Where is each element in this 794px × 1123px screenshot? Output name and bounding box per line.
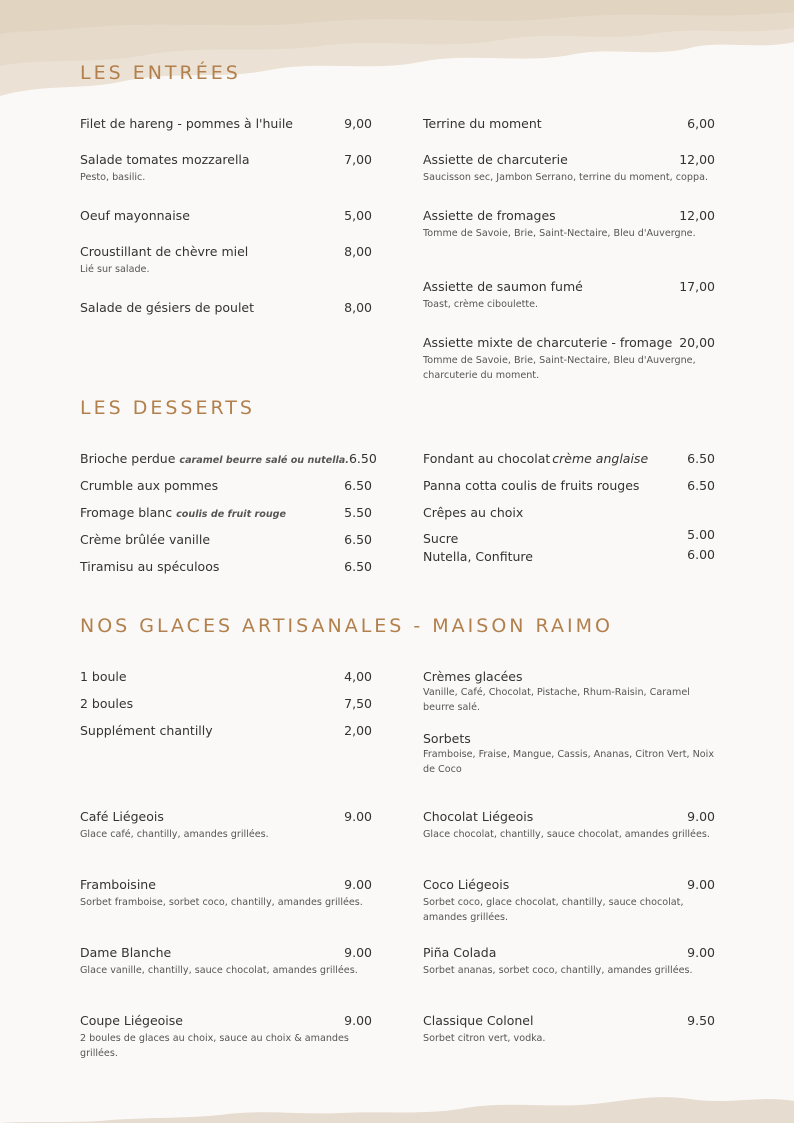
item-name: Terrine du moment (423, 116, 542, 131)
item-name: Crêpes au choix (423, 505, 524, 520)
item-price: 9,00 (344, 116, 372, 131)
item-name: Chocolat Liégeois (423, 809, 534, 824)
item-price: 6,00 (687, 116, 715, 131)
menu-item (423, 877, 715, 925)
item-description: 2 boules de glaces au choix, sauce au choix & amandes grillées. (80, 1033, 349, 1059)
item-name: Filet de hareng - pommes à l'huile (80, 116, 293, 131)
item-price: 9.00 (344, 809, 372, 824)
item-price: 6.50 (344, 559, 372, 574)
menu-item (423, 335, 715, 383)
menu-item (423, 1013, 715, 1046)
item-price: 5.00 (687, 527, 715, 542)
item-price: 9.00 (344, 877, 372, 892)
menu-item (80, 809, 372, 842)
menu-item (80, 696, 372, 711)
menu-item (80, 116, 372, 131)
item-name: Piña Colada (423, 945, 497, 960)
item-description: Vanille, Café, Chocolat, Pistache, Rhum-Raisin, Caramel beurre salé. (423, 687, 690, 713)
item-price: 9.00 (687, 877, 715, 892)
item-name: Crème brûlée vanille (80, 532, 211, 547)
item-name: 2 boules (80, 696, 134, 711)
flavour-list (423, 731, 715, 777)
item-description: Glace chocolat, chantilly, sauce chocolat, amandes grillées. (423, 829, 710, 840)
item-note: coulis de fruit rouge (176, 509, 287, 520)
menu-item (423, 809, 715, 842)
menu-item (423, 279, 715, 312)
crepe-option (423, 547, 715, 564)
item-price: 8,00 (344, 244, 372, 259)
item-price: 6.50 (687, 451, 715, 466)
menu-item (80, 300, 372, 315)
item-description: Lié sur salade. (80, 264, 150, 275)
item-name: Assiette de fromages (423, 208, 556, 223)
menu-item (80, 532, 372, 547)
menu-item (80, 559, 372, 574)
item-description: Framboise, Fraise, Mangue, Cassis, Ananas, Citron Vert, Noix de Coco (423, 749, 715, 775)
menu-item (423, 478, 715, 493)
item-description: Sorbet coco, glace chocolat, chantilly, sauce chocolat, amandes grillées. (423, 897, 684, 923)
menu-item (423, 505, 715, 520)
item-name: Crèmes glacées (423, 669, 523, 684)
item-name: Supplément chantilly (80, 723, 213, 738)
menu-item (423, 208, 715, 241)
item-price: 5.50 (344, 505, 372, 520)
section-title-entrees: LES ENTRÉES (80, 62, 241, 84)
menu-item (80, 723, 372, 738)
item-note: caramel beurre salé ou nutella. (179, 455, 349, 466)
item-name: Dame Blanche (80, 945, 172, 960)
item-description: Tomme de Savoie, Brie, Saint-Nectaire, Bleu d'Auvergne. (423, 228, 696, 239)
item-price: 8,00 (344, 300, 372, 315)
item-name: Sucre (423, 531, 459, 546)
item-price: 20,00 (679, 335, 715, 350)
menu-item (423, 116, 715, 131)
flavour-list (423, 669, 715, 715)
item-name: Café Liégeois (80, 809, 164, 824)
item-price: 9.50 (687, 1013, 715, 1028)
item-name: Assiette mixte de charcuterie - fromage (423, 335, 673, 350)
item-price: 9.00 (687, 809, 715, 824)
menu-item (80, 478, 372, 493)
menu-item (80, 451, 377, 466)
item-description: Glace vanille, chantilly, sauce chocolat, amandes grillées. (80, 965, 358, 976)
item-price: 7,00 (344, 152, 372, 167)
menu-item (423, 152, 715, 185)
paper-texture-footer (0, 1083, 794, 1123)
menu-item (80, 505, 372, 520)
item-name: Brioche perdue caramel beurre salé ou nutella. (80, 451, 349, 466)
item-description: Sorbet ananas, sorbet coco, chantilly, amandes grillées. (423, 965, 693, 976)
item-name: Crumble aux pommes (80, 478, 219, 493)
menu-item (80, 244, 372, 277)
menu-item (80, 669, 372, 684)
section-title-glaces: NOS GLACES ARTISANALES - MAISON RAIMO (80, 615, 613, 637)
item-price: 7,50 (344, 696, 372, 711)
item-price: 6.50 (344, 478, 372, 493)
item-name: Salade tomates mozzarella (80, 152, 250, 167)
menu-item (80, 945, 372, 978)
item-name: Assiette de charcuterie (423, 152, 568, 167)
item-price: 6.50 (687, 478, 715, 493)
menu-item (423, 451, 715, 466)
item-name: Fromage blanc coulis de fruit rouge (80, 505, 287, 520)
item-description: Saucisson sec, Jambon Serrano, terrine du moment, coppa. (423, 172, 709, 183)
item-price: 12,00 (679, 208, 715, 223)
item-name: Tiramisu au spéculoos (80, 559, 220, 574)
item-description: Pesto, basilic. (80, 172, 146, 183)
item-name: Sorbets (423, 731, 471, 746)
menu-item (80, 208, 372, 223)
item-name: Coco Liégeois (423, 877, 510, 892)
item-name: Assiette de saumon fumé (423, 279, 583, 294)
item-description: Tomme de Savoie, Brie, Saint-Nectaire, Bleu d'Auvergne, charcuterie du moment. (423, 355, 696, 381)
item-name: Croustillant de chèvre miel (80, 244, 249, 259)
item-price: 4,00 (344, 669, 372, 684)
item-price: 12,00 (679, 152, 715, 167)
item-price: 6.00 (687, 547, 715, 562)
item-price: 17,00 (679, 279, 715, 294)
item-price: 9.00 (687, 945, 715, 960)
item-price: 2,00 (344, 723, 372, 738)
item-description: Glace café, chantilly, amandes grillées. (80, 829, 269, 840)
menu-item (423, 945, 715, 978)
item-description: Sorbet citron vert, vodka. (423, 1033, 546, 1044)
item-name: Framboisine (80, 877, 156, 892)
menu-item (80, 1013, 372, 1061)
menu-item (80, 152, 372, 185)
item-name: Coupe Liégeoise (80, 1013, 183, 1028)
item-name: Oeuf mayonnaise (80, 208, 190, 223)
item-price: 6.50 (344, 532, 372, 547)
item-description: Toast, crème ciboulette. (423, 299, 539, 310)
crepe-option (423, 527, 715, 546)
item-name: Salade de gésiers de poulet (80, 300, 255, 315)
item-name: 1 boule (80, 669, 127, 684)
item-name: Panna cotta coulis de fruits rouges (423, 478, 640, 493)
item-price: 6.50 (348, 451, 377, 466)
item-name: Fondant au chocolat crème anglaise (423, 451, 649, 466)
item-price: 9.00 (344, 1013, 372, 1028)
item-description: Sorbet framboise, sorbet coco, chantilly, amandes grillées. (80, 897, 363, 908)
item-note: crème anglaise (552, 451, 649, 466)
item-price: 5,00 (344, 208, 372, 223)
item-name: Classique Colonel (423, 1013, 534, 1028)
menu-item (80, 877, 372, 910)
item-price: 9.00 (344, 945, 372, 960)
item-name: Nutella, Confiture (423, 549, 533, 564)
section-title-desserts: LES DESSERTS (80, 397, 255, 419)
paper-texture-header (0, 0, 794, 110)
